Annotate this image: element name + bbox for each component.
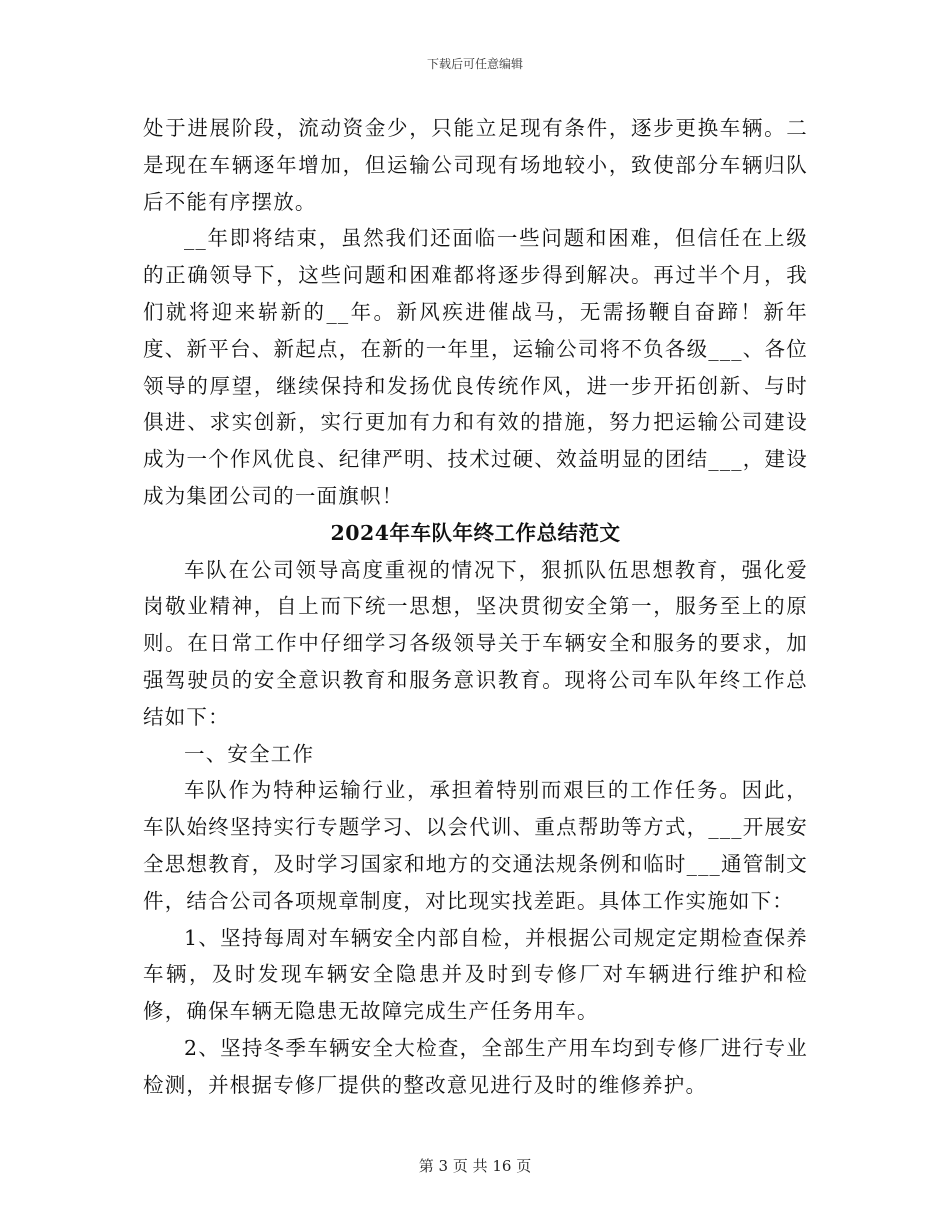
paragraph-year-end-outlook: __年即将结束，虽然我们还面临一些问题和困难，但信任在上级的正确领导下，这些问题和困难都将逐步得到解决。再过半个月，我们就将迎来崭新的__年。新风疾进催战马，无需扬鞭自奋蹄！新年度、新平台、新起点，在新的一年里，运输公司将不负各级___、各位领导的厚望，继续保持和发扬优良传统作风，进一步开拓创新、与时俱进、求实创新，实行更加有力和有效的措施，努力把运输公司建设成为一个作风优良、纪律严明、技术过硬、效益明显的团结___，建设成为集团公司的一面旗帜！ (143, 226, 808, 508)
subheading-safety-work: 一、安全工作 (184, 741, 315, 766)
paragraph-intro: 车队在公司领导高度重视的情况下，狠抓队伍思想教育，强化爱岗敬业精神，自上而下统一思想，坚决贯彻安全第一，服务至上的原则。在日常工作中仔细学习各级领导关于车辆安全和服务的要求，加强驾驶员的安全意识教育和服务意识教育。现将公司车队年终工作总结如下： (143, 557, 808, 729)
page-number: 第 3 页 共 16 页 (418, 1157, 532, 1175)
paragraph-continued: 处于进展阶段，流动资金少，只能立足现有条件，逐步更换车辆。二是现在车辆逐年增加，但运输公司现有场地较小，致使部分车辆归队后不能有序摆放。 (143, 116, 808, 214)
paragraph-safety-education: 车队作为特种运输行业，承担着特别而艰巨的工作任务。因此，车队始终坚持实行专题学习、以会代训、重点帮助等方式，___开展安全思想教育，及时学习国家和地方的交通法规条例和临时___通管制文件，结合公司各项规章制度，对比现实找差距。具体工作实施如下： (143, 778, 808, 913)
list-item-winter-inspection: 2、坚持冬季车辆安全大检查，全部生产用车均到专修厂进行专业检测，并根据专修厂提供的整改意见进行及时的维修养护。 (143, 1035, 808, 1097)
download-editable-note: 下载后可任意编辑 (426, 57, 523, 71)
section-title: 2024年车队年终工作总结范文 (330, 520, 621, 545)
list-item-weekly-inspection: 1、坚持每周对车辆安全内部自检，并根据公司规定定期检查保养车辆，及时发现车辆安全隐患并及时到专修厂对车辆进行维护和检修，确保车辆无隐患无故障完成生产任务用车。 (143, 925, 808, 1024)
document-body (143, 110, 808, 1104)
